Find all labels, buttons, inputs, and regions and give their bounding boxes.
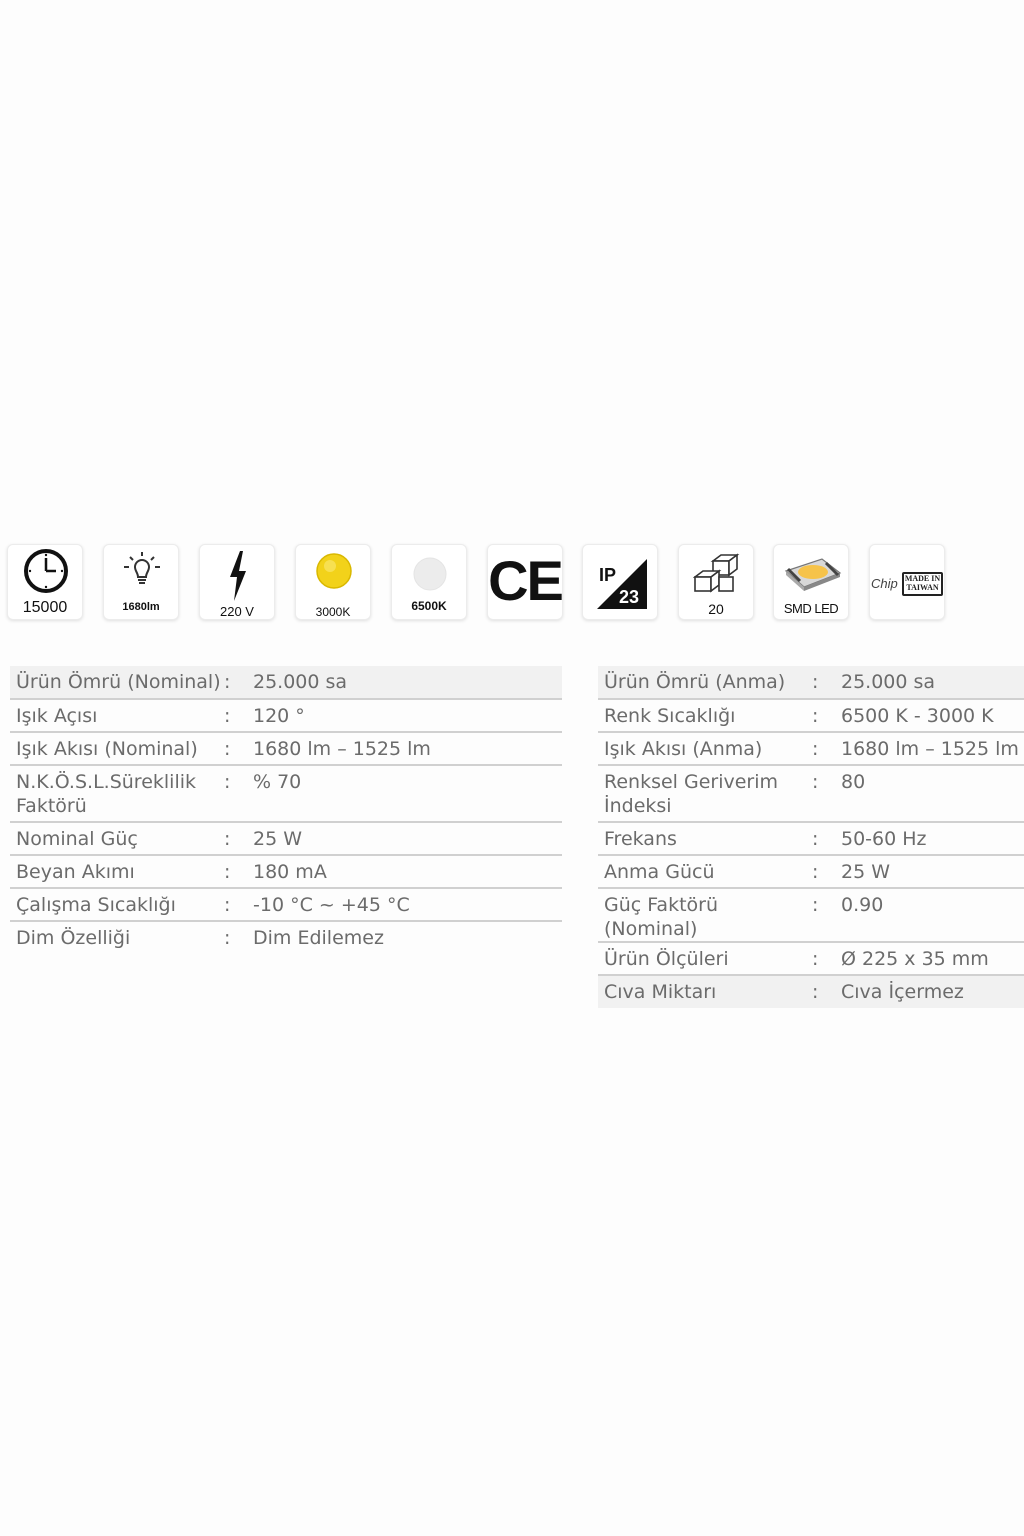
spec-separator: : [224, 771, 231, 793]
spec-key: Ürün Ömrü (Anma) [598, 666, 812, 699]
lumen-label: 1680lm [122, 601, 160, 613]
spec-row [598, 765, 1024, 822]
spec-row [598, 942, 1024, 975]
clock-icon [23, 548, 69, 594]
spec-value: 80 [841, 771, 866, 793]
ip-label: IP [599, 565, 617, 585]
spec-row [598, 822, 1024, 855]
spec-key: Işık Açısı [16, 705, 98, 727]
spec-key: N.K.Ö.S.L.Süreklilik Faktörü [16, 771, 197, 817]
spec-separator: : [812, 894, 819, 916]
cool-light-label: 6500K [411, 599, 447, 613]
spec-value: 180 mA [253, 861, 327, 883]
spec-key: Işık Akısı (Anma) [604, 738, 763, 760]
spec-row [598, 855, 1024, 888]
spec-value: Dim Edilemez [253, 927, 384, 949]
spec-value: 1680 lm – 1525 lm [841, 738, 1019, 760]
spec-value: 25.000 sa [253, 666, 562, 699]
spec-separator: : [224, 927, 231, 949]
spec-key: Güç Faktörü (Nominal) [604, 894, 719, 940]
cool-light-icon [412, 556, 448, 592]
spec-separator: : [224, 894, 231, 916]
spec-value: 6500 K - 3000 K [841, 705, 994, 727]
spec-row [10, 921, 562, 954]
spec-row [598, 975, 1024, 1008]
spec-value: % 70 [253, 771, 302, 793]
spec-row [10, 699, 562, 732]
spec-separator: : [812, 738, 819, 760]
spec-separator: : [812, 705, 819, 727]
spec-key: Nominal Güç [16, 828, 138, 850]
spec-separator: : [812, 828, 819, 850]
lifetime-tile [7, 544, 83, 620]
spec-value: 25 W [841, 861, 891, 883]
spec-value: 0.90 [841, 894, 884, 916]
voltage-label: 220 V [220, 604, 254, 619]
lifetime-label: 15000 [22, 599, 68, 616]
smd-led-tile [773, 544, 849, 620]
made-in-taiwan-stamp: MADE IN TAIWAN [904, 574, 941, 592]
spec-value: 25.000 sa [841, 666, 1024, 699]
package-tile [678, 544, 754, 620]
spec-table-right [598, 666, 1024, 1008]
warm-light-tile [295, 544, 371, 620]
feature-icon-row [0, 544, 1024, 624]
spec-row [10, 666, 562, 699]
spec-value: 25 W [253, 828, 303, 850]
spec-row [598, 732, 1024, 765]
lumen-tile [103, 544, 179, 620]
spec-separator: : [224, 705, 231, 727]
warm-light-label: 3000K [315, 605, 351, 619]
spec-row [10, 855, 562, 888]
spec-table-left [10, 666, 562, 954]
spec-key: Dim Özelliği [16, 927, 131, 949]
spec-value: 50-60 Hz [841, 828, 927, 850]
spec-key: Işık Akısı (Nominal) [16, 738, 198, 760]
spec-row [598, 888, 1024, 942]
spec-value: -10 °C ~ +45 °C [253, 894, 410, 916]
spec-separator: : [224, 738, 231, 760]
spec-value: 120 ° [253, 705, 305, 727]
voltage-tile [199, 544, 275, 620]
ce-tile [487, 544, 563, 620]
spec-key: Frekans [604, 828, 677, 850]
spec-separator: : [224, 828, 231, 850]
ip-tile [582, 544, 658, 620]
spec-key: Cıva Miktarı [598, 975, 812, 1008]
spec-row [10, 732, 562, 765]
spec-row [10, 888, 562, 921]
spec-value: Ø 225 x 35 mm [841, 948, 989, 970]
ip-number: 23 [619, 587, 640, 607]
boxes-icon [693, 551, 741, 595]
spec-separator: : [224, 666, 253, 699]
lightning-icon [226, 551, 250, 601]
chip-origin-tile [869, 544, 945, 620]
spec-separator: : [812, 975, 841, 1008]
spec-row [10, 765, 562, 822]
spec-key: Anma Gücü [604, 861, 715, 883]
spec-value: Cıva İçermez [841, 975, 1024, 1008]
spec-separator: : [224, 861, 231, 883]
cool-light-tile [391, 544, 467, 620]
spec-key: Ürün Ölçüleri [604, 948, 729, 970]
spec-separator: : [812, 861, 819, 883]
spec-separator: : [812, 771, 819, 793]
spec-key: Renk Sıcaklığı [604, 705, 736, 727]
ce-mark-icon: CE [488, 549, 562, 612]
spec-row [598, 666, 1024, 699]
warm-light-icon [315, 552, 353, 590]
smd-led-icon [782, 555, 844, 593]
chip-label: Chip [871, 576, 898, 591]
spec-separator: : [812, 948, 819, 970]
lightbulb-icon [120, 550, 164, 590]
smd-led-label: SMD LED [783, 601, 839, 616]
spec-value: 1680 lm – 1525 lm [253, 738, 431, 760]
spec-key: Çalışma Sıcaklığı [16, 894, 176, 916]
spec-key: Beyan Akımı [16, 861, 135, 883]
spec-separator: : [812, 666, 841, 699]
spec-key: Ürün Ömrü (Nominal) [10, 666, 224, 699]
spec-key: Renksel Geriverim İndeksi [604, 771, 779, 817]
package-label: 20 [708, 601, 724, 617]
spec-row [598, 699, 1024, 732]
spec-row [10, 822, 562, 855]
